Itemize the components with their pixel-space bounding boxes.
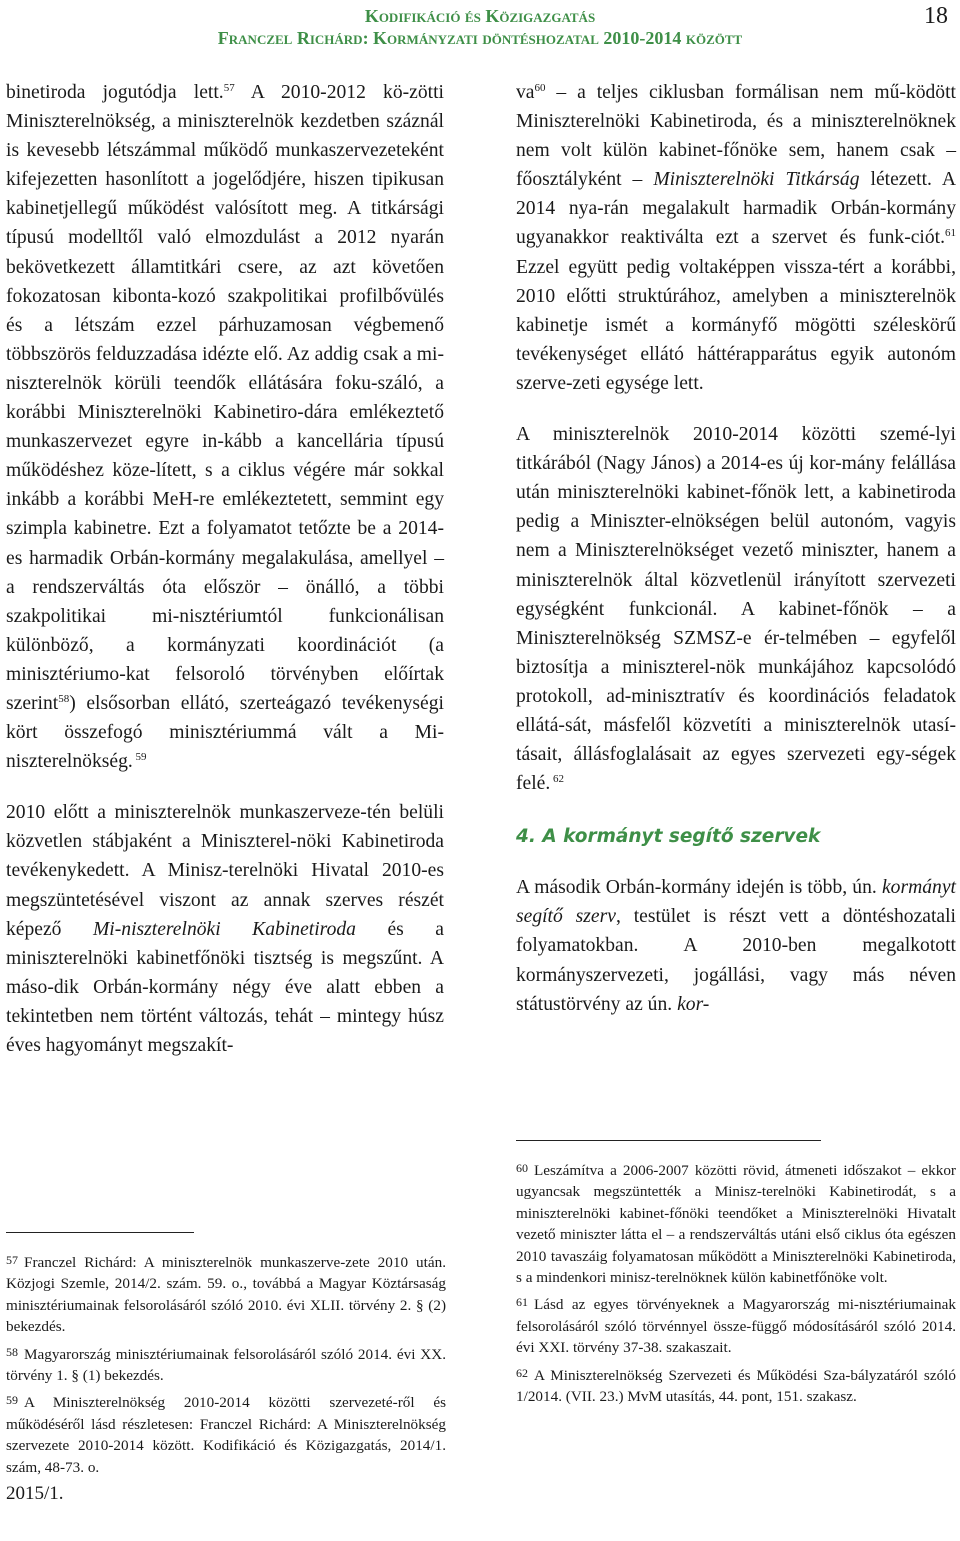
footnote-ref-58[interactable]: 58: [58, 692, 70, 705]
footnotes-right: [516, 1158, 956, 1411]
footnote-separator: [516, 1140, 821, 1141]
paragraph: 2010 előtt a miniszterelnök munkaszerveze-tén belüli közvetlen stábjaként a Miniszterel-nöki Kabinetiroda tevékenykedett. A Minisz-terelnöki Hivatal 2010-es megszüntetésével viszont az annak szerves részét képező Mi-niszterelnöki Kabinetiroda és a miniszterelnöki kabinetfőnöki tisztség is megszűnt. A máso-dik Orbán-kormány négy éve alatt ebben a tekintetben nem történt változás, tehát – mintegy húsz éves hagyományt megszakít-: [6, 802, 444, 1056]
paragraph: A második Orbán-kormány idején is több, ún. kormányt segítő szerv, testület is részt vett a döntéshozatali folyamatokban. A 2010-ben megalkotott kormányszervezeti, jogállási, vagy más néven státustörvény az ún. kor-: [516, 877, 956, 1015]
footnote-ref-59[interactable]: 59: [132, 751, 147, 764]
paragraph: binetiroda jogutódja lett.$^{57}$ A 2010-2012 kö-zötti Miniszterelnökség, a miniszterelnök kezdetben száznál is kevesebb létszámmal működő munkaszervezeteként kifejezetten hasonlított a jogelődjére, hiszen tipikusan kabinetjellegű működést valósított meg. A titkársági típusú modelltől való elmozdulást a 2012 nyarán bekövetkezett államtitkári csere, az azt követően fokozatosan kibonta-kozó szakpolitikai profilbővülés és a létszám ezzel párhuzamosan végbemenő többszörös felduzzadása idézte elő. Az addig csak a mi-niszterelnök körüli teendők ellátására foku-száló, a korábbi Miniszterelnöki Kabinetiro-dára emlékeztető munkaszervezet egyre in-kább a kancellária típusú működéshez köze-lített, s a ciklus végére már sokkal inkább a korábbi MeH-re emlékeztetett, semmint egy szimpla kabinetre. Ezt a folyamatot tetőzte be a 2014-es harmadik Orbán-kormány megalakulása, amellyel – a rendszerváltás óta először – önálló, a többi szakpolitikai mi-nisztériumtól funkcionálisan különböző, a kormányzati koordinációt (a minisztériumo-kat felsoroló törvényben előírtak szerint$^{58}$) elsősorban ellátó, szerteágazó tevékenységi kört összefogó minisztériummá vált a Mi-niszterelnökség. $^{59}$: [6, 82, 444, 773]
footnote: 62 A Miniszterelnökség Szervezeti és Működési Sza-bályzatáról szóló 1/2014. (VII. 23.) MvM utasítás, 44. pont, 151. szakasz.: [516, 1365, 956, 1406]
footnote-ref-60[interactable]: 60: [534, 82, 546, 94]
footnote: 61 Lásd az egyes törvényeknek a Magyarország mi-nisztériumainak felsorolásáról szóló törvénnyel össze-függő módosításáról szóló 2014. évi XXI. törvény 37-38. szakaszait.: [516, 1295, 956, 1357]
footnote-continuation: 2015/1.: [6, 1483, 64, 1505]
footnote-ref-61[interactable]: 61: [945, 227, 956, 240]
footnote-ref-62[interactable]: 62: [550, 773, 565, 786]
footnote-ref-57[interactable]: 57: [223, 82, 235, 94]
left-column: [6, 78, 444, 1060]
paragraph: A miniszterelnök 2010-2014 közötti szemé-lyi titkárából (Nagy János) a 2014-es új kor-mány felállása után miniszterelnöki kabinet-főnök lett, a kabinetiroda pedig a Miniszter-elnökségen belül autonóm, vagyis nem a Miniszterelnökséget vezető miniszter, hanem a miniszterelnök által közvetlenül irányított szervezeti egységként funkcionál. A kabinet-főnök – a Miniszterelnökség SZMSZ-e ér-telmében – egyfelől biztosítja a miniszterel-nök munkájához kapcsolódó protokoll, ad-minisztratív és koordinációs feladatok ellátá-sát, másfelől közvetíti a miniszterelnök utasí-tásait, állásfoglalásait az egyes szervezeti egy-ségek felé. $^{62}$: [516, 424, 956, 795]
footnote-separator: [6, 1232, 194, 1233]
footnote: 58 Magyarország minisztériumainak felsorolásáról szóló 2014. évi XX. törvény 1. § (1) bekezdés.: [6, 1344, 446, 1385]
page-header: [0, 4, 960, 48]
footnote: 59 A Miniszterelnökség 2010-2014 közötti szervezeté-ről és működéséről lásd részletesen: Franczel Richárd: A Miniszterelnökség szervezete 2010-2014 között. Kodifikáció és Közigazgatás, 2014/1. szám, 48-73. o.: [6, 1393, 446, 1476]
page-number: 18: [924, 3, 948, 29]
paragraph: $va^{60}$ – a teljes ciklusban formálisan nem mű-ködött Miniszterelnöki Kabinetiroda, és a miniszterelnöknek nem volt külön kabinet-főnöke sem, hanem csak – főosztályként – Miniszterelnöki Titkárság létezett. A 2014 nya-rán megalakult harmadik Orbán-kormány ugyanakkor reaktiválta ezt a szervet és funk-ciót.$^{61}$ Ezzel együtt pedig voltaképpen vissza-tért a korábbi, 2010 előtti struktúrához, amelyben a miniszterelnök kabinetje ismét a kormányfő mögötti széleskörű tevékenységet ellátó háttérapparátus egyik autonóm szerve-zeti egysége lett.: [516, 82, 957, 394]
journal-title: Kodifikáció és Közigazgatás: [364, 6, 596, 26]
section-heading: 4. A kormányt segítő szervek: [516, 826, 821, 848]
running-title: Franczel Richárd: Kormányzati döntéshozatal 2010-2014 között: [217, 28, 743, 48]
right-column: [516, 78, 956, 1019]
footnote: 60 Leszámítva a 2006-2007 közötti rövid, átmeneti időszakot – ekkor ugyancsak megszüntették a Minisz-terelnöki Kabinetirodát, s a miniszterelnöki kabinet-főnöki teendőket a Miniszterelnöki Hivatalt vezető miniszter látta el – a rendszerváltás utáni első ciklus óta egészen 2010 tavaszáig folyamatosan működött a Miniszterelnöki Kabinetiroda, s a mindenkori minisz-terelnöknek külön kabinetfőnöke volt.: [516, 1161, 956, 1287]
footnote: 57 Franczel Richárd: A miniszterelnök munkaszerve-zete 2010 után. Közjogi Szemle, 2014/2. szám. 59. o., továbbá a Magyar Köztársaság minisztériumainak felsorolásáról szóló 2010. évi XLII. törvény 2. § (2) bekezdés.: [6, 1253, 446, 1336]
footnotes-left: [6, 1250, 446, 1510]
